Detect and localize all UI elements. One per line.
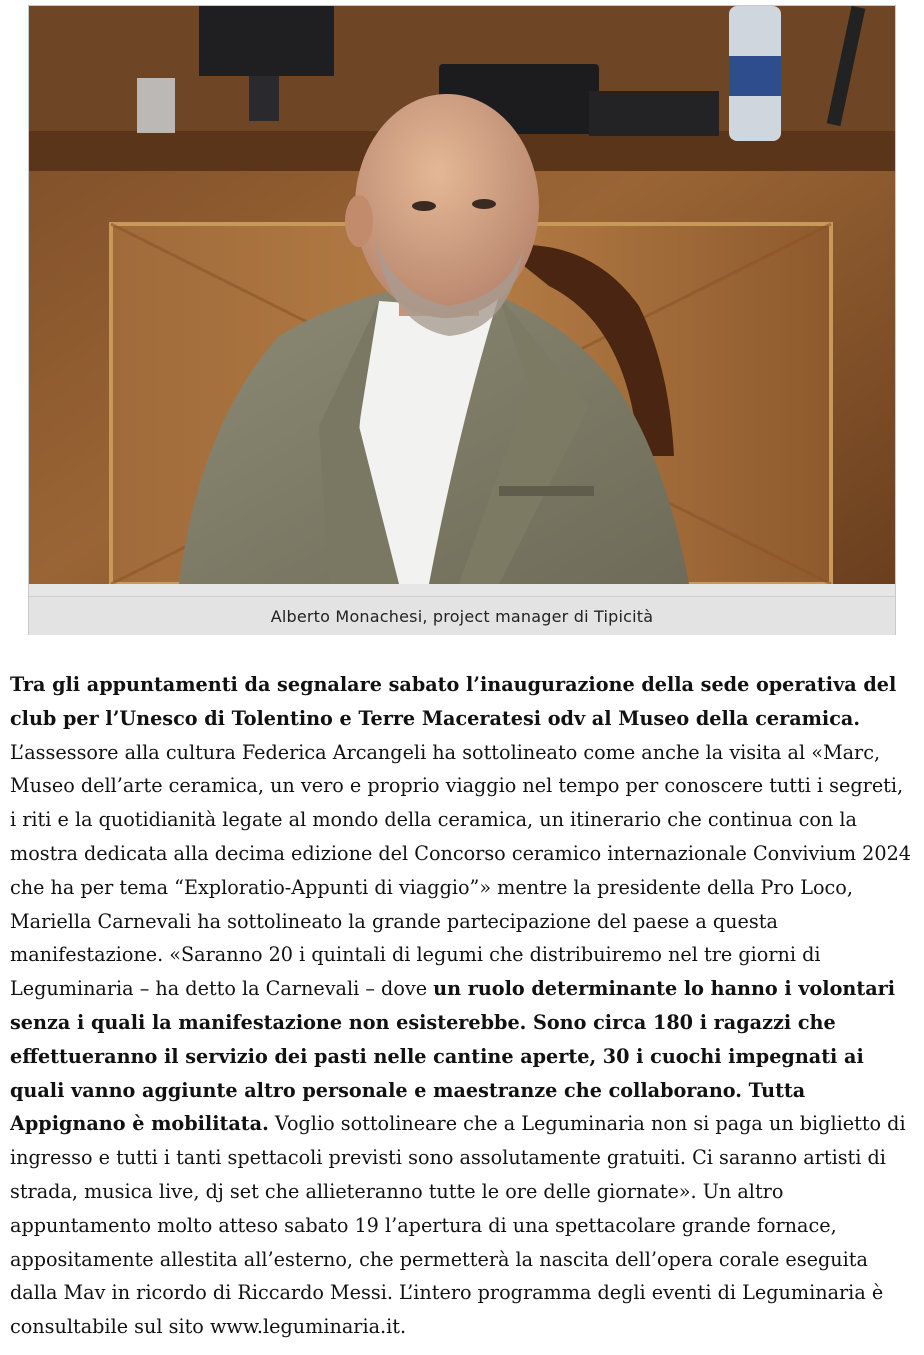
article-figure (28, 5, 896, 635)
photo-caption: Alberto Monachesi, project manager di Tipicità (29, 596, 895, 635)
article-lead-bold: Tra gli appuntamenti da segnalare sabato l’inaugurazione della sede operativa del club per l’Unesco di Tolentino e Terre Maceratesi odv al Museo della ceramica. (10, 673, 897, 730)
article-highlight-bold: un ruolo determinante lo hanno i volontari senza i quali la manifestazione non esisterebbe. Sono circa 180 i ragazzi che effettueranno il servizio dei pasti nelle cantine aperte, 30 i cuochi impegnati ai quali vanno aggiunte altro personale e maestranze che collaborano. Tutta Appignano è mobilitata. (10, 977, 896, 1136)
portrait-photo (29, 6, 895, 584)
article-text-1: L’assessore alla cultura Federica Arcangeli ha sottolineato come anche la visita al «Marc, Museo dell’arte ceramica, un vero e proprio viaggio nel tempo per conoscere tutti i segreti, i riti e la quotidianità legate al mondo della ceramica, un itinerario che continua con la mostra dedicata alla decima edizione del Concorso ceramico internazionale Convivium 2024 che ha per tema “Exploratio-Appunti di viaggio”» mentre la presidente della Pro Loco, Mariella Carnevali ha sottolineato la grande partecipazione del paese a questa manifestazione. «Saranno 20 i quintali di legumi che distribuiremo nel tre giorni di Leguminaria – ha detto la Carnevali – dove (10, 740, 912, 1001)
article-body (10, 668, 914, 1344)
article-text-2: Voglio sottolineare che a Leguminaria non si paga un biglietto di ingresso e tutti i tanti spettacoli previsti sono assolutamente gratuiti. Ci saranno artisti di strada, musica live, dj set che allieteranno tutte le ore delle giornate». Un altro appuntamento molto atteso sabato 19 l’apertura di una spettacolare grande fornace, appositamente allestita all’esterno, che permetterà la nascita dell’opera corale eseguita dalla Mav in ricordo di Riccardo Messi. L’intero programma degli eventi di Leguminaria è consultabile sul sito www.leguminaria.it. (10, 1112, 906, 1339)
